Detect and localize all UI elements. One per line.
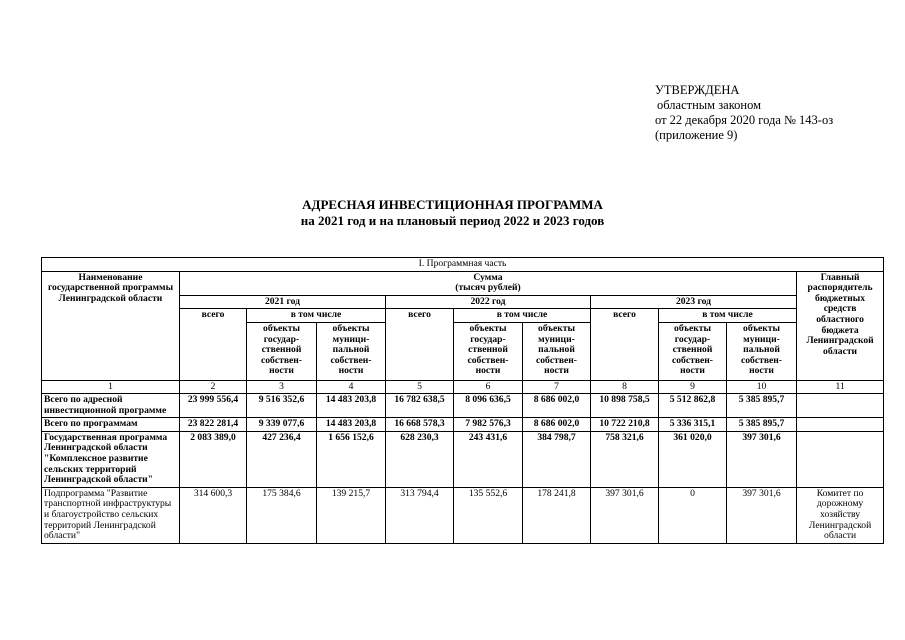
row-value: 397 301,6: [591, 487, 659, 543]
state-obj-2023-header: объекты государ-ственной собствен-ности: [659, 322, 727, 380]
row-value: 628 230,3: [386, 431, 454, 487]
row-value: 9 339 077,6: [247, 418, 317, 432]
incl-2022-header: в том числе: [454, 309, 591, 323]
row-value: 135 552,6: [454, 487, 523, 543]
document-title: [0, 197, 905, 229]
column-number: 3: [247, 380, 317, 393]
year-2023-header: 2023 год: [591, 295, 797, 309]
year-2022-header: 2022 год: [386, 295, 591, 309]
row-value: 178 241,8: [523, 487, 591, 543]
row-name: Подпрограмма "Развитие транспортной инфраструктуры и благоустройство сельских территорий Ленинградской области": [42, 487, 180, 543]
row-value: 2 083 389,0: [180, 431, 247, 487]
row-value: 8 096 636,5: [454, 393, 523, 417]
section-row: [42, 258, 884, 272]
table-row: [42, 418, 884, 432]
row-value: 5 385 895,7: [727, 393, 797, 417]
state-obj-2022-header: объекты государ-ственной собствен-ности: [454, 322, 523, 380]
state-obj-2021-header: объекты государ-ственной собствен-ности: [247, 322, 317, 380]
table-row: [42, 393, 884, 417]
column-number: 6: [454, 380, 523, 393]
row-value: 243 431,6: [454, 431, 523, 487]
column-number: 11: [797, 380, 884, 393]
title-line-2: на 2021 год и на плановый период 2022 и 2023 годов: [300, 213, 605, 228]
col-sum-header: [180, 271, 797, 295]
row-value: 8 686 002,0: [523, 393, 591, 417]
col-name-header: Наименование государственной программы Ленинградской области: [42, 271, 180, 380]
muni-obj-2023-header: объекты муници-пальной собствен-ности: [727, 322, 797, 380]
incl-2023-header: в том числе: [659, 309, 797, 323]
row-value: 139 215,7: [317, 487, 386, 543]
row-value: 14 483 203,8: [317, 393, 386, 417]
row-value: 5 512 862,8: [659, 393, 727, 417]
header-row-1: [42, 271, 884, 295]
row-value: 313 794,4: [386, 487, 454, 543]
row-value: 1 656 152,6: [317, 431, 386, 487]
approval-stamp: [655, 83, 833, 143]
row-value: 14 483 203,8: [317, 418, 386, 432]
title-line-1: АДРЕСНАЯ ИНВЕСТИЦИОННАЯ ПРОГРАММА: [302, 197, 603, 212]
column-number: 9: [659, 380, 727, 393]
row-value: 397 301,6: [727, 431, 797, 487]
row-value: 9 516 352,6: [247, 393, 317, 417]
row-value: 23 999 556,4: [180, 393, 247, 417]
col-manager-header: Главный распорядитель бюджетных средств областного бюджета Ленинградской области: [797, 271, 884, 380]
row-name: Всего по программам: [42, 418, 180, 432]
column-number: 5: [386, 380, 454, 393]
row-value: 5 336 315,1: [659, 418, 727, 432]
muni-obj-2021-header: объекты муници-пальной собствен-ности: [317, 322, 386, 380]
incl-2021-header: в том числе: [247, 309, 386, 323]
row-manager: [797, 393, 884, 417]
approval-line-3: от 22 декабря 2020 года № 143-оз: [655, 113, 834, 127]
column-number: 10: [727, 380, 797, 393]
table-row: [42, 431, 884, 487]
row-value: 7 982 576,3: [454, 418, 523, 432]
row-value: 175 384,6: [247, 487, 317, 543]
row-value: 8 686 002,0: [523, 418, 591, 432]
investment-program-table: [41, 257, 884, 544]
approval-line-1: УТВЕРЖДЕНА: [655, 83, 740, 97]
row-manager: [797, 418, 884, 432]
section-title: I. Программная часть: [42, 258, 884, 272]
column-number: 8: [591, 380, 659, 393]
row-value: 23 822 281,4: [180, 418, 247, 432]
row-value: 758 321,6: [591, 431, 659, 487]
row-value: 314 600,3: [180, 487, 247, 543]
row-value: 10 722 210,8: [591, 418, 659, 432]
approval-line-2: областным законом: [657, 98, 762, 112]
row-manager: [797, 431, 884, 487]
row-value: 427 236,4: [247, 431, 317, 487]
row-value: 0: [659, 487, 727, 543]
column-number: 4: [317, 380, 386, 393]
row-value: 397 301,6: [727, 487, 797, 543]
col-sum-line-2: (тысяч рублей): [455, 282, 521, 294]
total-2021-header: всего: [180, 309, 247, 381]
table-row: [42, 487, 884, 543]
col-sum-line-1: Сумма: [473, 271, 503, 283]
column-number: 1: [42, 380, 180, 393]
approval-line-4: (приложение 9): [655, 128, 738, 142]
row-value: 10 898 758,5: [591, 393, 659, 417]
row-value: 384 798,7: [523, 431, 591, 487]
year-2021-header: 2021 год: [180, 295, 386, 309]
row-value: 16 782 638,5: [386, 393, 454, 417]
column-number: 2: [180, 380, 247, 393]
row-value: 5 385 895,7: [727, 418, 797, 432]
muni-obj-2022-header: объекты муници-пальной собствен-ности: [523, 322, 591, 380]
column-number-row: [42, 380, 884, 393]
row-name: Государственная программа Ленинградской области "Комплексное развитие сельских территорий Ленинградской области": [42, 431, 180, 487]
total-2023-header: всего: [591, 309, 659, 381]
total-2022-header: всего: [386, 309, 454, 381]
row-value: 361 020,0: [659, 431, 727, 487]
column-number: 7: [523, 380, 591, 393]
row-name: Всего по адресной инвестиционной программе: [42, 393, 180, 417]
row-value: 16 668 578,3: [386, 418, 454, 432]
row-manager: Комитет по дорожному хозяйству Ленинградской области: [797, 487, 884, 543]
